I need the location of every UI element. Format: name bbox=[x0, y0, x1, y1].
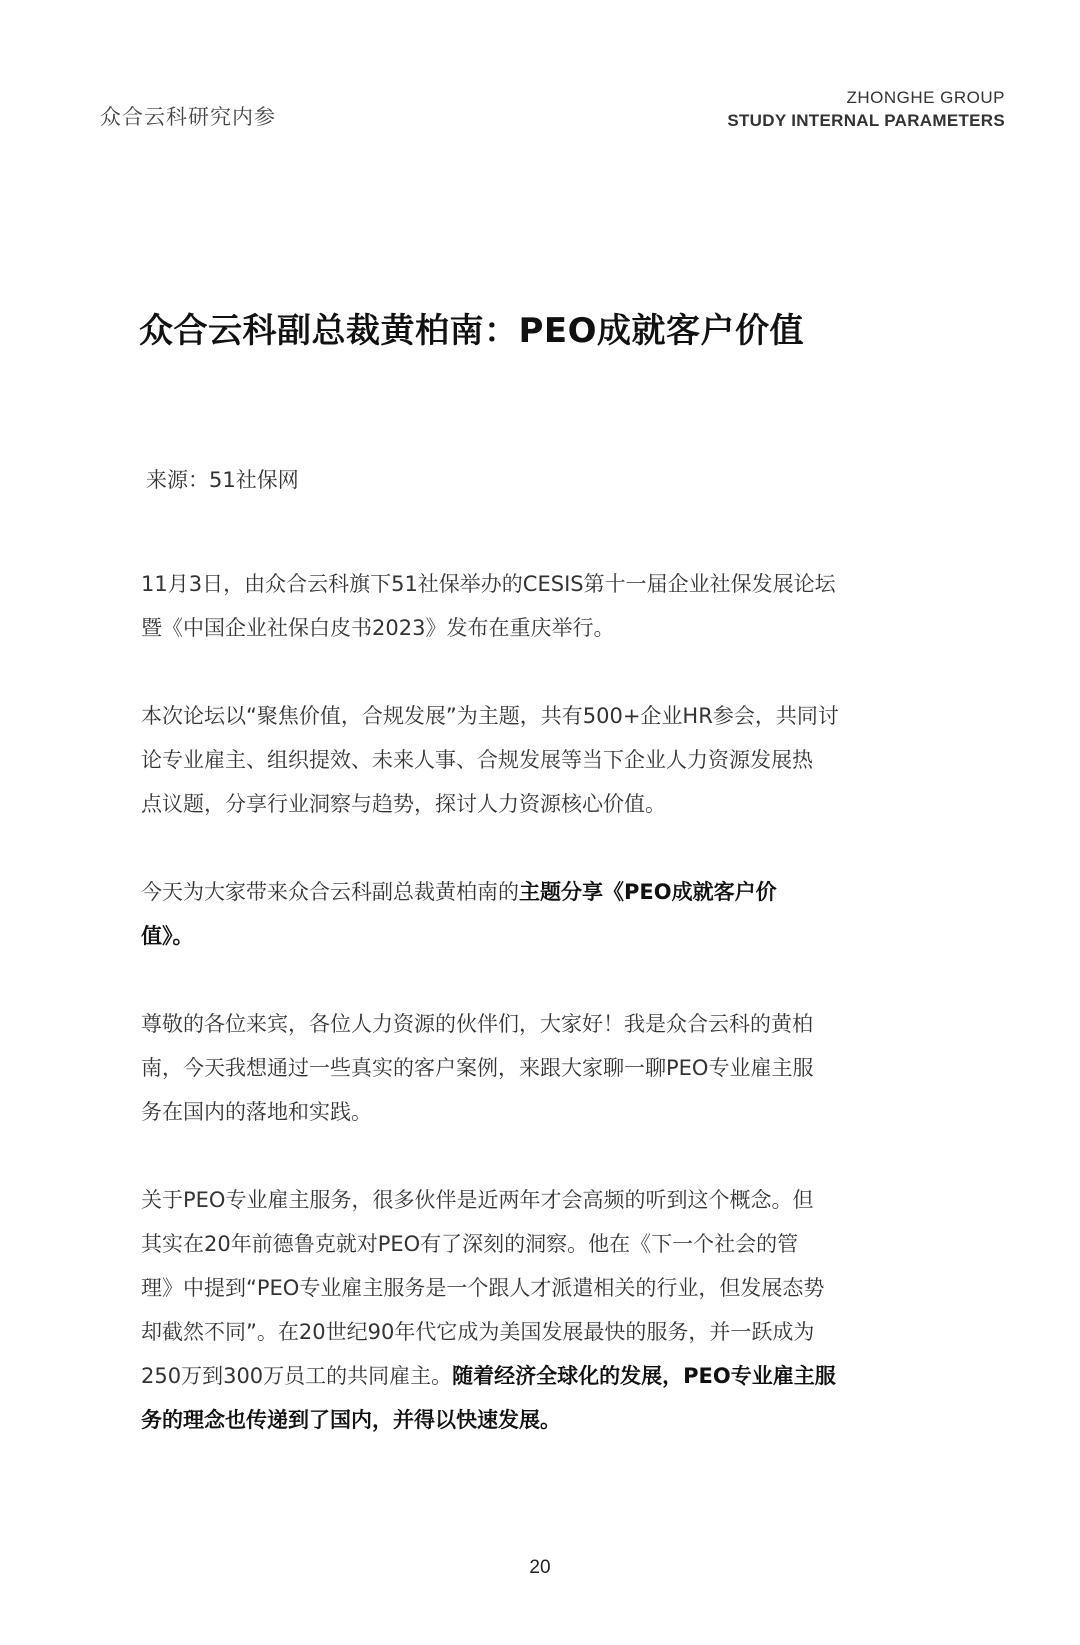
text-line: 论专业雇主、组织提效、未来人事、合规发展等当下企业人力资源发展热 bbox=[141, 748, 813, 772]
highlight-text: 主题分享《PEO成就客户价 bbox=[519, 880, 777, 904]
publication-english-name bbox=[727, 86, 1005, 132]
text-line: 尊敬的各位来宾，各位人力资源的伙伴们，大家好！我是众合云科的黄柏 bbox=[141, 1012, 813, 1036]
paragraph-topic-share bbox=[141, 870, 941, 958]
publication-name: 众合云科研究内参 bbox=[100, 105, 276, 129]
text-line: 11月3日，由众合云科旗下51社保举办的CESIS第十一届企业社保发展论坛 bbox=[141, 572, 836, 596]
text-line: 理》中提到“PEO专业雇主服务是一个跟人才派遣相关的行业，但发展态势 bbox=[141, 1276, 825, 1300]
text-line: 其实在20年前德鲁克就对PEO有了深刻的洞察。他在《下一个社会的管 bbox=[141, 1232, 799, 1256]
paragraph-greeting bbox=[141, 1002, 941, 1134]
article-source: 来源：51社保网 bbox=[146, 468, 299, 492]
text-line: 今天为大家带来众合云科副总裁黄柏南的 bbox=[141, 880, 519, 904]
paragraph-peo-history bbox=[141, 1178, 941, 1442]
paragraph-forum-theme bbox=[141, 694, 941, 826]
highlight-text: 随着经济全球化的发展，PEO专业雇主服 bbox=[452, 1364, 836, 1388]
text-line: 点议题，分享行业洞察与趋势，探讨人力资源核心价值。 bbox=[141, 792, 666, 816]
text-line: 却截然不同”。在20世纪90年代它成为美国发展最快的服务，并一跃成为 bbox=[141, 1320, 815, 1344]
text-line: 务在国内的落地和实践。 bbox=[141, 1100, 372, 1124]
text-line: 南，今天我想通过一些真实的客户案例，来跟大家聊一聊PEO专业雇主服 bbox=[141, 1056, 814, 1080]
group-name: ZHONGHE GROUP bbox=[846, 88, 1005, 107]
page-number: 20 bbox=[529, 1557, 551, 1578]
paragraph-event-intro bbox=[141, 562, 941, 650]
study-parameters-label: STUDY INTERNAL PARAMETERS bbox=[727, 111, 1005, 130]
text-line: 关于PEO专业雇主服务，很多伙伴是近两年才会高频的听到这个概念。但 bbox=[141, 1188, 814, 1212]
highlight-text: 值》。 bbox=[141, 924, 194, 948]
highlight-text: 务的理念也传递到了国内，并得以快速发展。 bbox=[141, 1408, 561, 1432]
text-line: 本次论坛以“聚焦价值，合规发展”为主题，共有500+企业HR参会，共同讨 bbox=[141, 704, 839, 728]
text-line: 250万到300万员工的共同雇主。 bbox=[141, 1364, 453, 1388]
article-title: 众合云科副总裁黄柏南：PEO成就客户价值 bbox=[139, 311, 805, 351]
text-line: 暨《中国企业社保白皮书2023》发布在重庆举行。 bbox=[141, 616, 615, 640]
article-body bbox=[141, 562, 941, 1486]
